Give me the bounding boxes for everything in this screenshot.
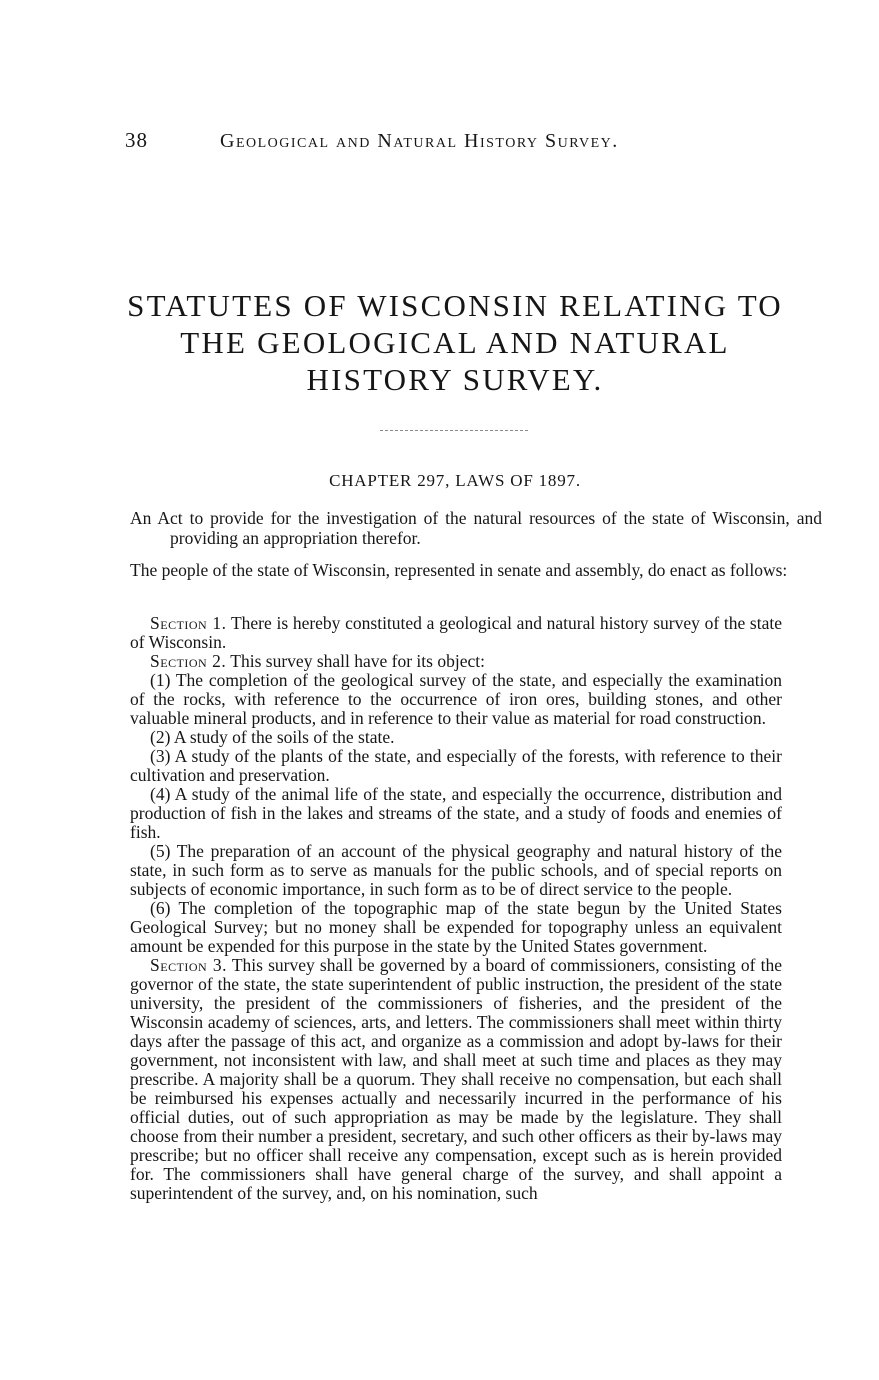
section-2-item: (2) A study of the soils of the state. [150,727,395,747]
page-header [125,128,745,158]
title-line-1: STATUTES OF WISCONSIN RELATING TO [127,288,783,323]
running-head: Geological and Natural History Survey. [220,130,619,152]
section-text: This survey shall have for its object: [230,651,485,671]
section-label: Section 3. [150,955,227,975]
enacting-clause: The people of the state of Wisconsin, represented in senate and assembly, do enact as follows: [130,560,788,580]
section-2 [130,652,782,671]
document-title [100,287,810,398]
statute-body [130,614,782,1203]
section-2-item: (3) A study of the plants of the state, and especially of the forests, with reference to their cultivation and preservation. [130,746,782,785]
section-3 [130,956,782,1203]
section-label: Section 2. [150,651,227,671]
section-text: There is hereby constituted a geological and natural history survey of the state of Wisconsin. [130,613,783,652]
section-2-item: (5) The preparation of an account of the physical geography and natural history of the state, in such form as to serve as manuals for the public schools, and of special reports on subjects of economic importance, in such form as to be of direct service to the people. [130,841,782,899]
title-divider [380,430,528,431]
section-2-item: (4) A study of the animal life of the state, and especially the occurrence, distribution and production of fish in the lakes and streams of the state, and a study of foods and enemies of fish. [130,784,782,842]
title-line-3: HISTORY SURVEY. [306,362,604,397]
page-number: 38 [125,128,148,152]
chapter-heading: CHAPTER 297, LAWS OF 1897. [329,471,581,490]
title-line-2: THE GEOLOGICAL AND NATURAL [180,325,730,360]
section-2-item: (6) The completion of the topographic map of the state begun by the United States Geological Survey; but no money shall be expended for topography unless an equivalent amount be expended for this purpose in the state by the United States government. [130,898,782,956]
section-1 [130,614,782,652]
section-text: This survey shall be governed by a board of commissioners, consisting of the governor of the state, the state superintendent of public instruction, the president of the state university, the president of the commissioners of fisheries, and the president of the Wisconsin academy of sciences, arts, and letters. The commissioners shall meet within thirty days after the passage of this act, and organize as a commission and adopt by-laws for their government, not inconsistent with law, and shall meet at such time and places as they may prescribe. A majority shall be a quorum. They shall receive no compensation, but each shall be reimbursed his expenses actually and necessarily incurred in the performance of his official duties, out of such appropriation as may be made by the legislature. They shall choose from their number a president, secretary, and such other officers as their by-laws may prescribe; but no officer shall receive any compensation, except such as is herein provided for. The commissioners shall have general charge of the survey, and shall appoint a superintendent of the survey, and, on his nomination, such [130,955,782,1203]
act-title: An Act to provide for the investigation of the natural resources of the state of Wisconsin, and providing an appropriation therefor. [130,508,822,548]
section-label: Section 1. [150,613,227,633]
section-2-item: (1) The completion of the geological survey of the state, and especially the examination of the rocks, with reference to the occurrence of iron ores, building stones, and other valuable mineral products, and in reference to their value as material for road construction. [130,670,782,728]
